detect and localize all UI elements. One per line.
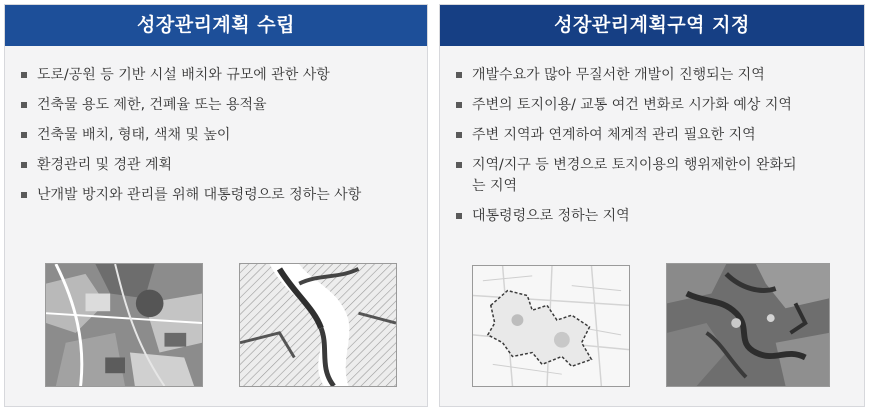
bullet-icon (21, 162, 27, 168)
bullet-icon (21, 192, 27, 198)
list-item (5, 185, 427, 206)
bullet-icon (21, 72, 27, 78)
item-text: 개발수요가 많아 무질서한 개발이 진행되는 지역 (472, 67, 765, 83)
bullet-icon (456, 132, 462, 138)
item-text: 난개발 방지와 관리를 위해 대통령령으로 정하는 사항 (37, 187, 362, 203)
panel-title: 성장관리계획 수립 (5, 5, 427, 46)
list-item (5, 95, 427, 116)
panel-title: 성장관리계획구역 지정 (440, 5, 864, 46)
boundary-outline-map (472, 265, 630, 387)
bullet-icon (456, 162, 462, 168)
aerial-photo-map (666, 263, 830, 387)
bullet-icon (21, 102, 27, 108)
list-item (440, 65, 864, 86)
list-item (5, 125, 427, 146)
list-item (440, 125, 864, 146)
list-item (5, 155, 427, 176)
item-text: 건축물 배치, 형태, 색채 및 높이 (37, 127, 231, 143)
list-item (440, 155, 864, 197)
zone-hatch-map (239, 263, 397, 387)
item-text: 주변의 토지이용/ 교통 여건 변화로 시가화 예상 지역 (472, 97, 792, 113)
growth-zone-panel (439, 4, 865, 407)
item-text: 도로/공원 등 기반 시설 배치와 규모에 관한 사항 (37, 67, 330, 83)
item-text: 지역/지구 등 변경으로 토지이용의 행위제한이 완화되는 지역 (472, 157, 797, 194)
list-item (440, 95, 864, 116)
item-text: 주변 지역과 연계하여 체계적 관리 필요한 지역 (472, 127, 756, 143)
item-list (5, 65, 427, 215)
bullet-icon (456, 102, 462, 108)
item-text: 환경관리 및 경관 계획 (37, 157, 173, 173)
bullet-icon (456, 213, 462, 219)
item-text: 대통령령으로 정하는 지역 (472, 208, 630, 224)
list-item (5, 65, 427, 86)
item-text: 건축물 용도 제한, 건폐율 또는 용적율 (37, 97, 267, 113)
list-item (440, 206, 864, 227)
bullet-icon (21, 132, 27, 138)
item-list (440, 65, 864, 236)
bullet-icon (456, 72, 462, 78)
land-use-plan-map (45, 263, 203, 387)
growth-plan-panel (4, 4, 428, 407)
